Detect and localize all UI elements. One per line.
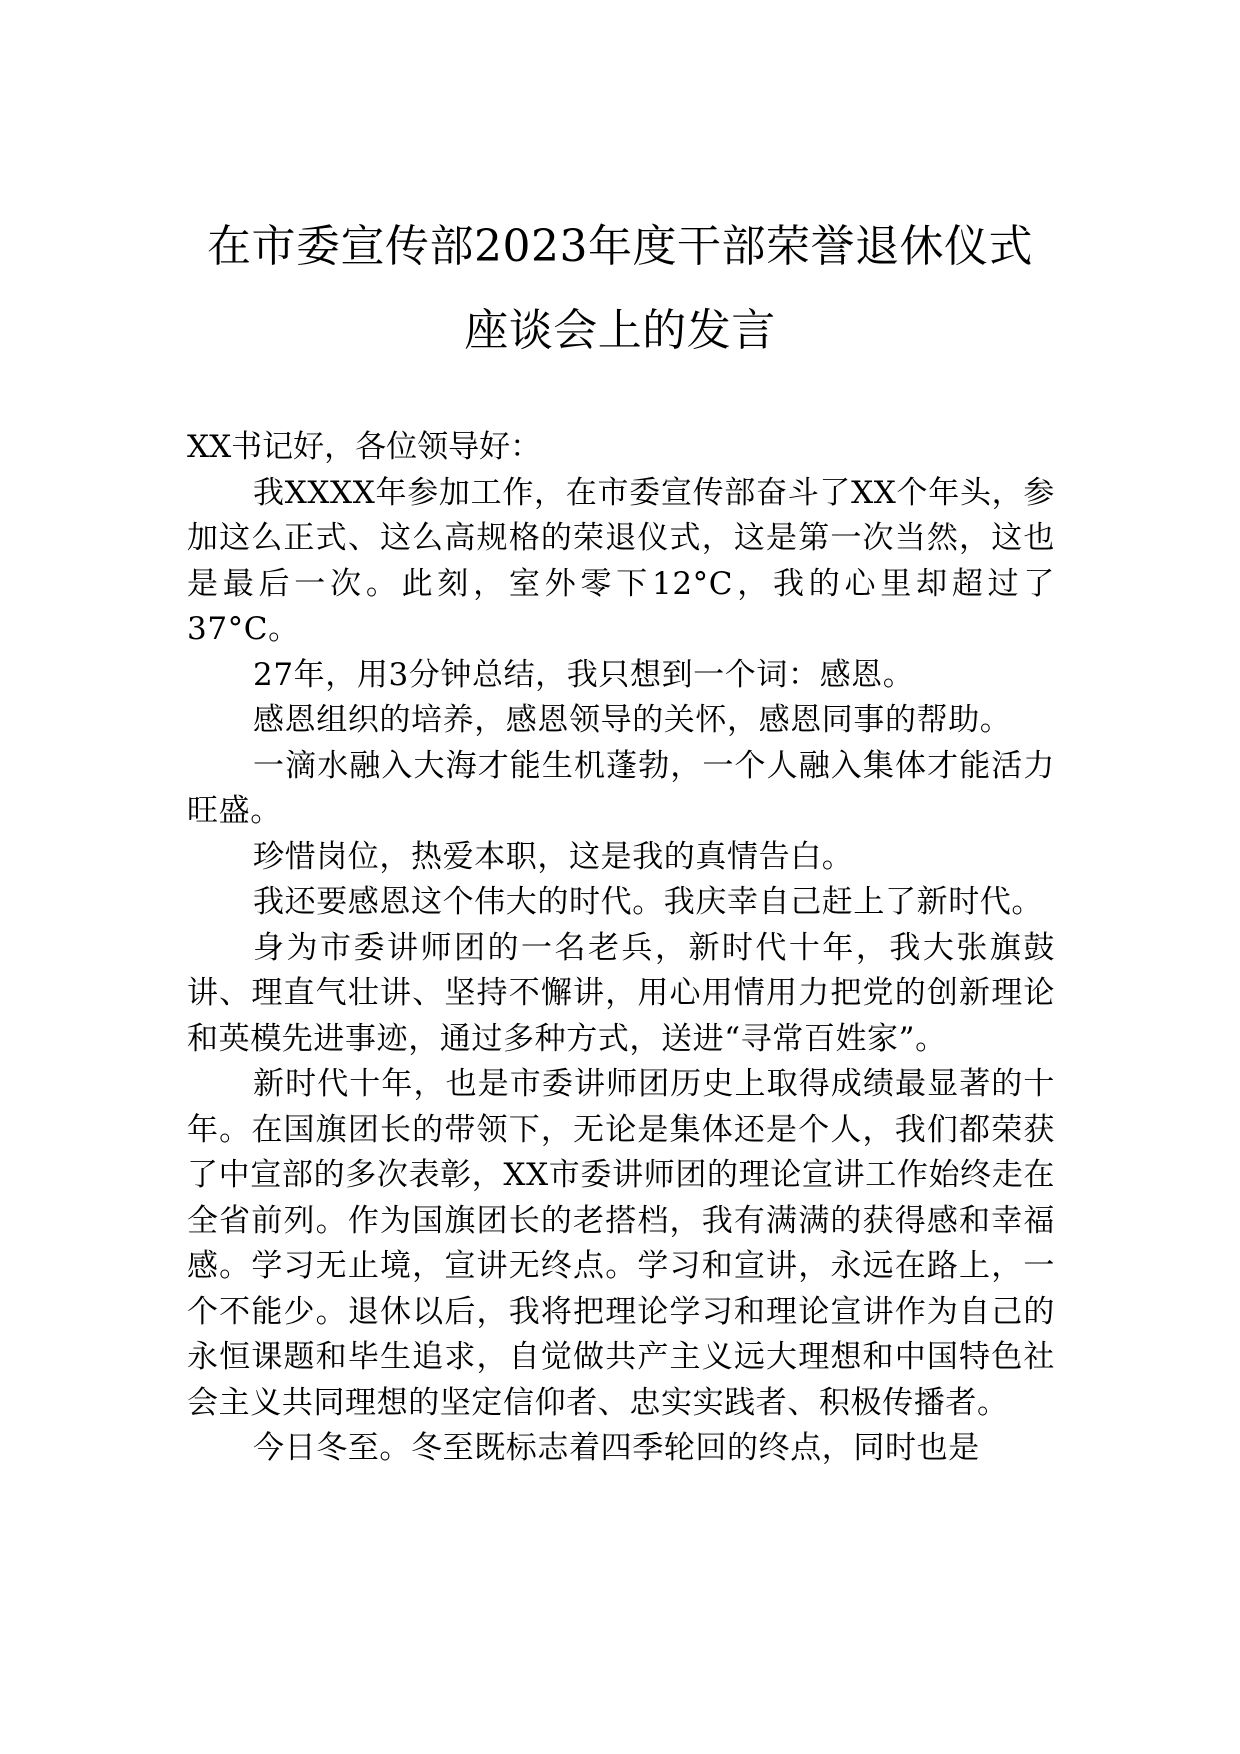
document-title: [150, 205, 1090, 373]
paragraph: 27年，用3分钟总结，我只想到一个词：感恩。: [253, 656, 915, 693]
paragraph: 我还要感恩这个伟大的时代。我庆幸自己赶上了新时代。: [253, 884, 1043, 920]
paragraph: 我XXXX年参加工作，在市委宣传部奋斗了XX个年头，参加这么正式、这么高规格的荣退仪式，这是第一次当然，这也是最后一次。此刻，室外零下12°C，我的心里却超过了37°C。: [187, 474, 1055, 647]
paragraph: 身为市委讲师团的一名老兵，新时代十年，我大张旗鼓讲、理直气壮讲、坚持不懈讲，用心用情用力把党的创新理论和英模先进事迹，通过多种方式，送进“寻常百姓家”。: [187, 929, 1055, 1057]
paragraph: 珍惜岗位，热爱本职，这是我的真情告白。: [253, 838, 854, 875]
paragraph: 感恩组织的培养，感恩领导的关怀，感恩同事的帮助。: [253, 702, 1012, 738]
paragraph: 新时代十年，也是市委讲师团历史上取得成绩最显著的十年。在国旗团长的带领下，无论是集体还是个人，我们都荣获了中宣部的多次表彰，XX市委讲师团的理论宣讲工作始终走在全省前列。作为国旗团长的老搭档，我有满满的获得感和幸福感。学习无止境，宣讲无终点。学习和宣讲，永远在路上，一个不能少。退休以后，我将把理论学习和理论宣讲作为自己的永恒课题和毕生追求，自觉做共产主义远大理想和中国特色社会主义共同理想的坚定信仰者、忠实实践者、积极传播者。: [187, 1066, 1055, 1421]
title-line-1: 在市委宣传部2023年度干部荣誉退休仪式: [207, 221, 1033, 272]
document-body: [187, 425, 1055, 1472]
title-line-2: 座谈会上的发言: [464, 305, 776, 356]
paragraph: 今日冬至。冬至既标志着四季轮回的终点，同时也是: [253, 1430, 980, 1466]
salutation: XX书记好，各位领导好：: [187, 429, 542, 465]
paragraph: 一滴水融入大海才能生机蓬勃，一个人融入集体才能活力旺盛。: [187, 747, 1055, 829]
